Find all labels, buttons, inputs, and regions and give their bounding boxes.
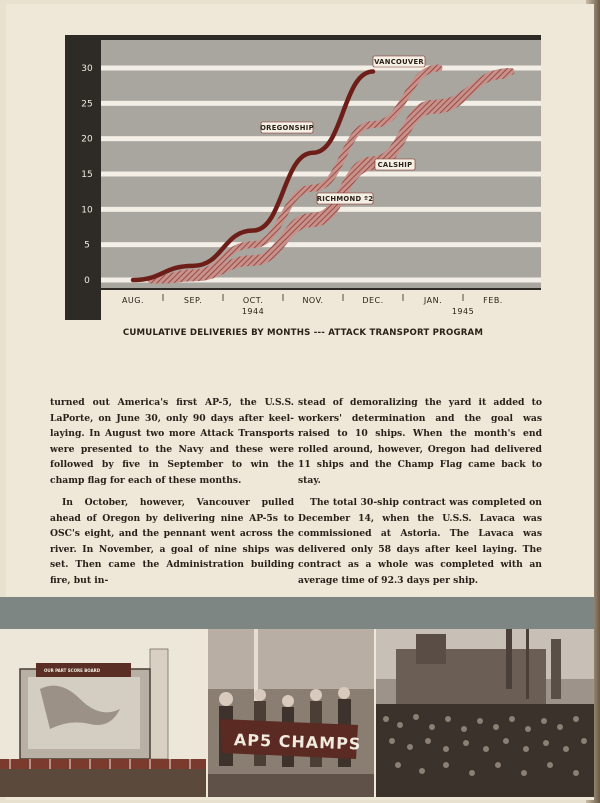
chart-title: CUMULATIVE DELIVERIES BY MONTHS --- ATTACK TRANSPORT PROGRAM (122, 328, 484, 338)
x-axis-ticks (101, 290, 541, 320)
article-column-left (50, 395, 294, 595)
ap5-champs-banner: AP5 CHAMPS (233, 730, 362, 754)
y-tick-label: 30 (81, 64, 93, 74)
grid-line (101, 66, 541, 71)
y-tick-label: 0 (84, 276, 90, 286)
y-tick-label: 5 (84, 240, 90, 251)
series-label: VANCOUVER (374, 58, 424, 66)
photo-scoreboard (0, 629, 206, 797)
x-tick-label: SEP. (183, 296, 203, 305)
photo-ship-crowd (376, 629, 594, 797)
x-tick-label: NOV. (302, 296, 324, 305)
scoreboard-illustration (0, 629, 206, 797)
article-paragraph: turned out America's first AP-5, the U.S.S. LaPorte, on June 30, only 90 days after keel-laying. In August two more Attack Transports were presented to the Navy and these were followed by five in September to win the champ flag for each of these months. (50, 397, 294, 486)
delivery-chart (65, 35, 541, 320)
article-paragraph: In October, however, Vancouver pulled ahead of Oregon by delivering nine AP-5s to OSC's eight, and the pennant went across the river. In November, a goal of nine ships was set. Then came the Administration building fire, but in- (50, 497, 294, 586)
scoreboard-sign: OUR PART SCORE BOARD (44, 668, 101, 673)
x-tick-label: FEB. (483, 296, 503, 305)
series-label: CALSHIP (377, 161, 413, 169)
grid-line (101, 136, 541, 141)
grid-line (101, 101, 541, 106)
y-tick-label: 20 (81, 134, 93, 145)
grid-line (101, 172, 541, 177)
gray-band (0, 597, 594, 629)
ship-crowd-illustration (376, 629, 594, 797)
article-column-right (298, 395, 542, 595)
x-year-label: 1944 (241, 307, 265, 316)
x-year-label: 1945 (451, 307, 475, 316)
series-label: RICHMOND º2 (316, 195, 374, 203)
champs-banner-illustration (208, 629, 374, 797)
article-paragraph: The total 30-ship contract was completed on December 14, when the U.S.S. Lavaca was commissioned at Astoria. The Lavaca was delivered only 58 days after keel laying. The contract as a whole was completed with an average time of 92.3 days per ship. (298, 497, 542, 586)
photo-ap5-champs (208, 629, 374, 797)
article-paragraph: stead of demoralizing the yard it added to workers' determination and the goal was raised to 10 ships. When the month's end rolled around, however, Oregon had delivered 11 ships and the Champ Flag came back to stay. (298, 397, 542, 486)
grid-line (101, 242, 541, 247)
plot-area (101, 40, 541, 288)
delivery-chart-svg (65, 35, 541, 320)
y-tick-label: 15 (81, 170, 93, 180)
x-tick-label: JAN. (423, 296, 443, 305)
y-tick-label: 10 (81, 205, 93, 216)
x-tick-label: OCT. (242, 296, 264, 305)
series-label: OREGONSHIP (260, 124, 314, 132)
x-tick-label: DEC. (362, 296, 384, 305)
y-tick-label: 25 (81, 99, 93, 110)
x-axis-band (101, 290, 541, 320)
x-tick-label: AUG. (121, 296, 145, 305)
